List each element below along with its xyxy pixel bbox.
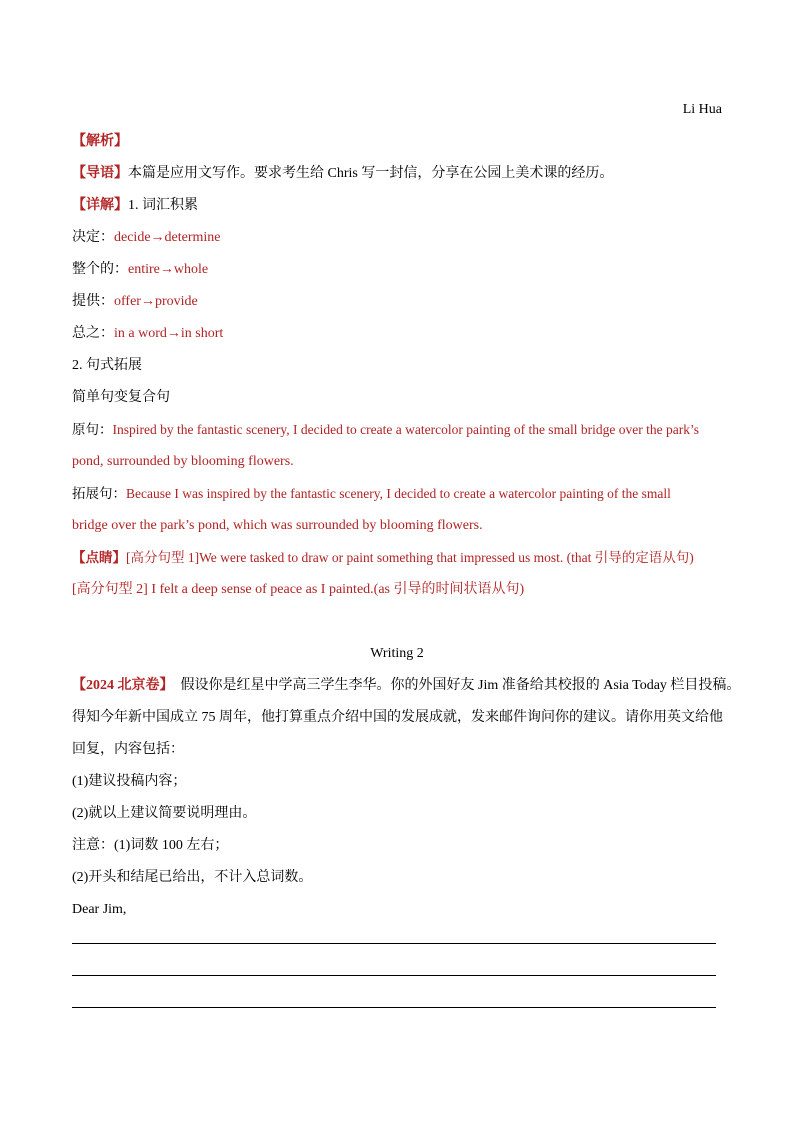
task-note2: (2)开头和结尾已给出，不计入总词数。 [72, 870, 313, 885]
guide-text: 本篇是应用文写作。要求考生给 Chris 写一封信，分享在公园上美术课的经历。 [128, 166, 614, 181]
original-line2: pond, surrounded by blooming flowers. [72, 454, 294, 469]
vocab-item [72, 228, 722, 248]
guide-tag: 【导语】 [72, 166, 128, 181]
vocab-value: entire→whole [128, 262, 209, 277]
original-line1: Inspired by the fantastic scenery, I decided to create a watercolor painting of the small bridge over the park’s [112, 422, 700, 437]
vocab-item [72, 260, 722, 280]
signature: Li Hua [682, 102, 722, 117]
task-line3: 回复，内容包括： [72, 742, 184, 757]
vocab-value: decide→determine [114, 230, 221, 245]
task-note1: 注意：(1)词数 100 左右； [72, 838, 229, 853]
answer-line[interactable] [72, 975, 716, 976]
vocab-label: 整个的： [72, 262, 128, 277]
detail-text: 1. 词汇积累 [128, 198, 198, 213]
vocab-value: offer→provide [114, 294, 198, 309]
writing-title: Writing 2 [370, 646, 424, 661]
vocab-item [72, 292, 722, 312]
expanded-sentence [72, 484, 722, 504]
vocab-value: in a word→in short [114, 326, 224, 341]
task-line1 [72, 676, 741, 696]
highlight-line1: [高分句型 1]We were tasked to draw or paint something that impressed us most. (that 引导的定语从句) [126, 550, 694, 565]
greeting: Dear Jim, [72, 902, 127, 917]
highlight-paragraph [72, 548, 722, 568]
vocab-item [72, 324, 722, 344]
vocab-label: 提供： [72, 294, 114, 309]
expanded-line1: Because I was inspired by the fantastic scenery, I decided to create a watercolor painting of the small [126, 486, 671, 501]
task-point1: (1)建议投稿内容； [72, 774, 187, 789]
expanded-label: 拓展句： [72, 486, 126, 501]
sentence-section-title: 2. 句式拓展 [72, 358, 142, 373]
answer-line[interactable] [72, 943, 716, 944]
analysis-header: 【解析】 [72, 134, 128, 149]
original-sentence [72, 420, 722, 440]
original-label: 原句： [72, 422, 113, 437]
expanded-line2: bridge over the park’s pond, which was surrounded by blooming flowers. [72, 518, 483, 533]
vocab-label: 总之： [72, 326, 114, 341]
highlight-line2: [高分句型 2] I felt a deep sense of peace as I painted.(as 引导的时间状语从句) [72, 582, 525, 597]
task-line2: 得知今年新中国成立 75 周年，他打算重点介绍中国的发展成就，发来邮件询问你的建议。请你用英文给他 [72, 710, 723, 725]
sentence-subtitle: 简单句变复合句 [72, 390, 170, 405]
answer-line[interactable] [72, 1007, 716, 1008]
highlight-tag: 【点睛】 [72, 550, 126, 565]
vocab-label: 决定： [72, 230, 114, 245]
task-text-line1: 假设你是红星中学高三学生李华。你的外国好友 Jim 准备给其校报的 Asia Today 栏目投稿。 [180, 678, 741, 693]
detail-tag: 【详解】 [72, 198, 128, 213]
detail-paragraph [72, 196, 722, 216]
task-point2: (2)就以上建议简要说明理由。 [72, 806, 257, 821]
guide-paragraph [72, 164, 722, 184]
source-tag: 【2024 北京卷】 [72, 678, 174, 693]
